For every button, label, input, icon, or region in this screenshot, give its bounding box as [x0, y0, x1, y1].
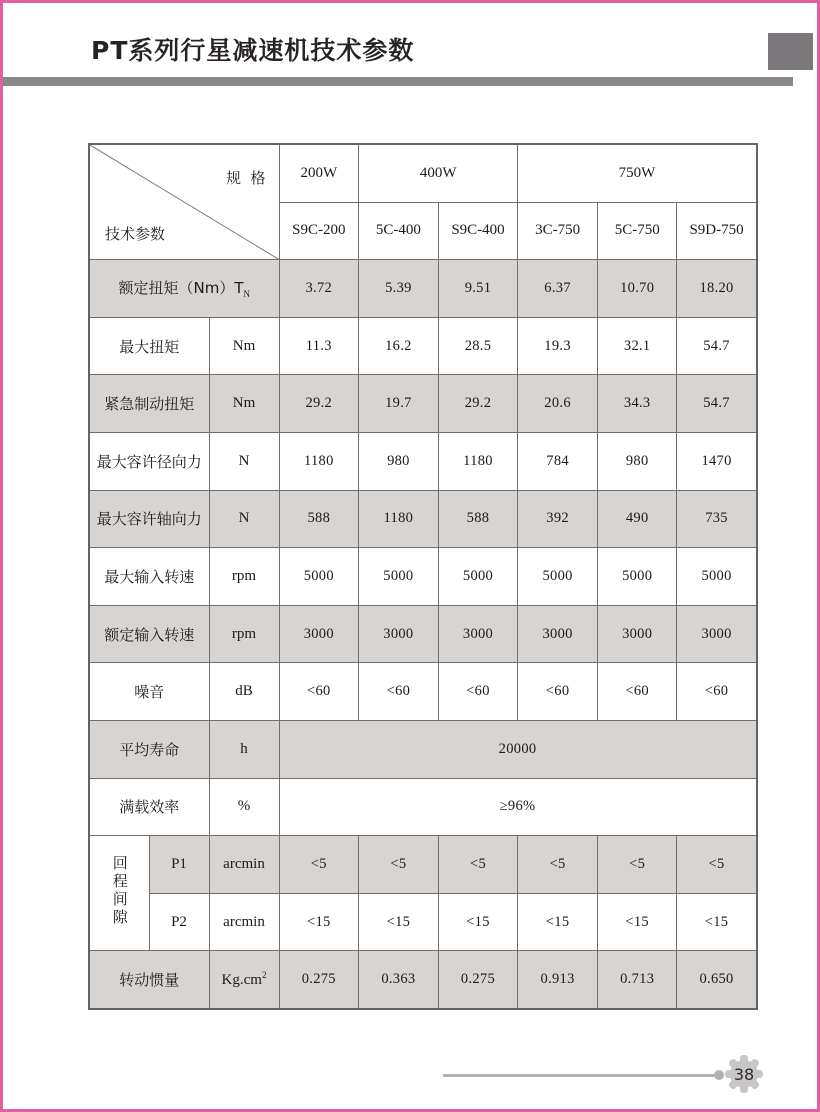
value-cell: 0.363 [359, 951, 439, 1009]
spec-table [88, 143, 758, 1010]
table-row-backlash-p2 [89, 893, 757, 951]
page-number: 38 [733, 1064, 755, 1084]
value-cell: 29.2 [438, 375, 518, 433]
table-row-rated-torque [89, 260, 757, 318]
unit-cell: N [209, 490, 279, 548]
value-cell: <15 [518, 893, 598, 951]
row-label: 额定扭矩（Nm）T [118, 279, 244, 298]
value-cell: 1180 [438, 432, 518, 490]
power-group-750w: 750W [518, 144, 757, 202]
value-cell: 3000 [677, 605, 757, 663]
row-label-cell: 最大输入转速 [89, 548, 209, 606]
table-row-backlash-p1 [89, 836, 757, 894]
value-cell: 784 [518, 432, 598, 490]
value-cell: 3000 [359, 605, 439, 663]
value-cell: <60 [359, 663, 439, 721]
value-cell: 0.913 [518, 951, 598, 1009]
model-header: 5C-750 [597, 202, 677, 260]
value-cell: 0.275 [438, 951, 518, 1009]
value-cell: 588 [438, 490, 518, 548]
value-cell: 980 [597, 432, 677, 490]
row-label-cell: 最大容许径向力 [89, 432, 209, 490]
corner-param-label: 技术参数 [105, 225, 166, 244]
value-cell: 3.72 [279, 260, 359, 318]
value-cell: 19.7 [359, 375, 439, 433]
unit-cell: arcmin [209, 836, 279, 894]
backlash-group-label: 回程间隙 [110, 855, 129, 928]
corner-spec-label: 规 格 [225, 169, 266, 187]
unit-superscript: 2 [261, 970, 267, 981]
footer-rule [443, 1074, 718, 1077]
value-cell: 5.39 [359, 260, 439, 318]
value-cell: <60 [279, 663, 359, 721]
sub-label-cell: P1 [149, 836, 209, 894]
model-header: S9C-400 [438, 202, 518, 260]
header-accent-square [768, 33, 813, 70]
row-label-cell: 最大扭矩 [89, 317, 209, 375]
unit-cell: arcmin [209, 893, 279, 951]
value-cell: 1180 [279, 432, 359, 490]
value-cell: <60 [518, 663, 598, 721]
value-cell: 28.5 [438, 317, 518, 375]
table-row-max-torque [89, 317, 757, 375]
model-header: S9D-750 [677, 202, 757, 260]
row-label-cell: 额定输入转速 [89, 605, 209, 663]
title-underline-bar [3, 77, 793, 86]
value-cell: 0.275 [279, 951, 359, 1009]
row-label-cell: 满载效率 [89, 778, 209, 836]
value-cell: 0.650 [677, 951, 757, 1009]
unit-cell: rpm [209, 548, 279, 606]
value-cell: <15 [597, 893, 677, 951]
unit-cell: N [209, 432, 279, 490]
value-cell: 29.2 [279, 375, 359, 433]
power-group-400w: 400W [359, 144, 518, 202]
table-row-radial-force [89, 432, 757, 490]
value-cell: 32.1 [597, 317, 677, 375]
value-cell: <60 [597, 663, 677, 721]
row-label-cell: 平均寿命 [89, 720, 209, 778]
value-cell: 18.20 [677, 260, 757, 318]
table-row-max-input-speed [89, 548, 757, 606]
header-row-power [89, 144, 757, 202]
value-cell: <15 [438, 893, 518, 951]
value-cell: <60 [438, 663, 518, 721]
value-cell: 54.7 [677, 317, 757, 375]
merged-value-cell: 20000 [279, 720, 757, 778]
table-row-average-life [89, 720, 757, 778]
value-cell: 34.3 [597, 375, 677, 433]
unit-cell: Nm [209, 375, 279, 433]
unit-text: Kg.cm [221, 972, 262, 989]
table-row-inertia [89, 951, 757, 1009]
unit-cell [209, 951, 279, 1009]
value-cell: <15 [279, 893, 359, 951]
corner-cell [89, 144, 279, 260]
value-cell: 0.713 [597, 951, 677, 1009]
sub-label-cell: P2 [149, 893, 209, 951]
unit-cell: Nm [209, 317, 279, 375]
value-cell: 980 [359, 432, 439, 490]
value-cell: 3000 [597, 605, 677, 663]
value-cell: 20.6 [518, 375, 598, 433]
row-label-cell [89, 260, 279, 318]
model-header: S9C-200 [279, 202, 359, 260]
value-cell: <5 [677, 836, 757, 894]
value-cell: <15 [677, 893, 757, 951]
value-cell: 5000 [438, 548, 518, 606]
value-cell: <5 [438, 836, 518, 894]
value-cell: 16.2 [359, 317, 439, 375]
value-cell: 3000 [518, 605, 598, 663]
value-cell: <15 [359, 893, 439, 951]
value-cell: 490 [597, 490, 677, 548]
page-number-badge [722, 1052, 766, 1096]
value-cell: 735 [677, 490, 757, 548]
power-group-200w: 200W [279, 144, 359, 202]
value-cell: 9.51 [438, 260, 518, 318]
value-cell: 11.3 [279, 317, 359, 375]
table-row-noise [89, 663, 757, 721]
row-label-cell: 紧急制动扭矩 [89, 375, 209, 433]
unit-cell: h [209, 720, 279, 778]
row-label-cell: 转动惯量 [89, 951, 209, 1009]
value-cell: 1470 [677, 432, 757, 490]
model-header: 3C-750 [518, 202, 598, 260]
page-title: PT系列行星减速机技术参数 [91, 36, 415, 65]
row-label-cell: 最大容许轴向力 [89, 490, 209, 548]
backlash-group-cell [89, 836, 149, 951]
value-cell: <5 [518, 836, 598, 894]
value-cell: 10.70 [597, 260, 677, 318]
value-cell: 5000 [677, 548, 757, 606]
row-label-subscript: N [243, 289, 250, 300]
value-cell: 6.37 [518, 260, 598, 318]
value-cell: <60 [677, 663, 757, 721]
value-cell: <5 [597, 836, 677, 894]
table-row-axial-force [89, 490, 757, 548]
merged-value-cell: ≥96% [279, 778, 757, 836]
unit-cell: dB [209, 663, 279, 721]
table-row-efficiency [89, 778, 757, 836]
value-cell: 5000 [597, 548, 677, 606]
value-cell: 3000 [438, 605, 518, 663]
table-row-rated-input-speed [89, 605, 757, 663]
model-header: 5C-400 [359, 202, 439, 260]
unit-cell: rpm [209, 605, 279, 663]
value-cell: <5 [279, 836, 359, 894]
value-cell: <5 [359, 836, 439, 894]
value-cell: 5000 [359, 548, 439, 606]
value-cell: 54.7 [677, 375, 757, 433]
value-cell: 3000 [279, 605, 359, 663]
value-cell: 5000 [518, 548, 598, 606]
row-label-cell: 噪音 [89, 663, 209, 721]
value-cell: 588 [279, 490, 359, 548]
value-cell: 1180 [359, 490, 439, 548]
unit-cell: % [209, 778, 279, 836]
table-row-brake-torque [89, 375, 757, 433]
value-cell: 392 [518, 490, 598, 548]
value-cell: 5000 [279, 548, 359, 606]
value-cell: 19.3 [518, 317, 598, 375]
